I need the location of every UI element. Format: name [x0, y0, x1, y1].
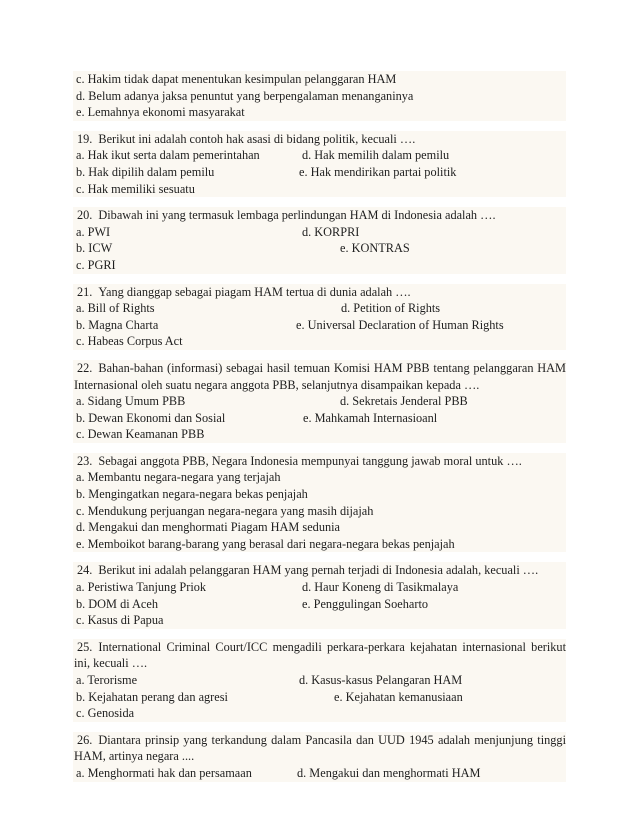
option-line [73, 88, 566, 105]
option-row [73, 705, 566, 722]
question-stem [73, 284, 566, 301]
question-stem [73, 131, 566, 148]
question-number: 24. [77, 563, 93, 578]
question-20 [73, 207, 566, 273]
option-d: d. Belum adanya jaksa penuntut yang berpengalaman menanganinya [76, 88, 414, 103]
option-d: d. Sekretais Jenderal PBB [340, 394, 468, 409]
option-row [73, 596, 566, 613]
option-c: c. Hak memiliki sesuatu [76, 181, 195, 196]
option-row [73, 486, 566, 503]
option-row [73, 317, 566, 334]
question-stem [73, 639, 566, 672]
option-row [73, 300, 566, 317]
option-b: b. Magna Charta [76, 317, 159, 332]
option-d: d. KORPRI [302, 224, 360, 239]
question-21 [73, 284, 566, 350]
option-e: e. Memboikot barang-barang yang berasal dari negara-negara bekas penjajah [76, 536, 455, 551]
option-row [73, 164, 566, 181]
option-c: c. Mendukung perjuangan negara-negara yang masih dijajah [76, 503, 374, 518]
option-line [73, 71, 566, 88]
question-text: Dibawah ini yang termasuk lembaga perlindungan HAM di Indonesia adalah …. [98, 208, 496, 223]
option-a: a. Sidang Umum PBB [76, 394, 186, 409]
question-stem [73, 453, 566, 470]
option-row [73, 536, 566, 553]
question-number: 20. [77, 208, 93, 223]
option-e: e. Hak mendirikan partai politik [299, 164, 457, 179]
option-c: c. Hakim tidak dapat menentukan kesimpulan pelanggaran HAM [76, 72, 397, 86]
option-e: e. Kejahatan kemanusiaan [334, 689, 463, 704]
option-c: c. Dewan Keamanan PBB [76, 427, 205, 442]
question-stem [73, 360, 566, 393]
question-22 [73, 360, 566, 443]
option-row [73, 503, 566, 520]
option-row [73, 672, 566, 689]
question-26 [73, 732, 566, 782]
question-number: 22. [77, 360, 93, 375]
question-18-tail [73, 71, 566, 121]
question-stem [73, 207, 566, 224]
option-e: e. Mahkamah Internasioanl [303, 410, 438, 425]
option-row [73, 519, 566, 536]
option-d: d. Petition of Rights [341, 301, 441, 316]
option-a: a. PWI [76, 224, 111, 239]
question-number: 21. [77, 284, 93, 299]
option-b: b. Dewan Ekonomi dan Sosial [76, 410, 226, 425]
option-row [73, 469, 566, 486]
option-c: c. Genosida [76, 706, 135, 721]
option-a: a. Peristiwa Tanjung Priok [76, 580, 207, 595]
option-row [73, 410, 566, 427]
option-a: a. Bill of Rights [76, 301, 155, 316]
option-e: e. KONTRAS [340, 241, 410, 256]
question-number: 23. [77, 453, 93, 468]
question-text: Sebagai anggota PBB, Negara Indonesia mempunyai tanggung jawab moral untuk …. [98, 453, 522, 468]
question-19 [73, 131, 566, 197]
option-row [73, 147, 566, 164]
option-a: a. Membantu negara-negara yang terjajah [76, 470, 281, 485]
option-row [73, 257, 566, 274]
option-b: b. Hak dipilih dalam pemilu [76, 164, 215, 179]
option-row [73, 181, 566, 198]
option-row [73, 612, 566, 629]
option-d: d. Mengakui dan menghormati Piagam HAM sedunia [76, 520, 340, 535]
option-b: b. Kejahatan perang dan agresi [76, 689, 228, 704]
question-text: Diantara prinsip yang terkandung dalam Pancasila dan UUD 1945 adalah menjunjung tinggi HAM, artinya negara .... [74, 732, 566, 764]
option-d: d. Kasus-kasus Pelangaran HAM [299, 673, 463, 687]
option-a: a. Terorisme [76, 673, 138, 687]
option-row [73, 240, 566, 257]
question-stem [73, 562, 566, 579]
option-a: a. Menghormati hak dan persamaan [76, 765, 252, 780]
option-b: b. DOM di Aceh [76, 596, 158, 611]
option-e: e. Universal Declaration of Human Rights [296, 317, 504, 332]
option-a: a. Hak ikut serta dalam pemerintahan [76, 148, 260, 163]
option-row [73, 393, 566, 410]
question-24 [73, 562, 566, 628]
question-text: Bahan-bahan (informasi) sebagai hasil temuan Komisi HAM PBB tentang pelanggaran HAM Internasional oleh suatu negara anggota PBB, selanjutnya disampaikan kepada …. [74, 360, 566, 392]
option-d: d. Haur Koneng di Tasikmalaya [302, 580, 459, 595]
question-text: Berikut ini adalah pelanggaran HAM yang pernah terjadi di Indonesia adalah, kecuali …. [98, 563, 539, 578]
option-row [73, 333, 566, 350]
question-25 [73, 639, 566, 722]
option-b: b. ICW [76, 241, 113, 256]
question-text: Yang dianggap sebagai piagam HAM tertua di dunia adalah …. [98, 284, 411, 299]
document-content [73, 71, 566, 792]
question-stem [73, 732, 566, 765]
question-number: 19. [77, 131, 93, 146]
option-row [73, 579, 566, 596]
option-b: b. Mengingatkan negara-negara bekas penjajah [76, 487, 308, 502]
question-text: International Criminal Court/ICC mengadili perkara-perkara kejahatan internasional berikut ini, kecuali …. [74, 639, 566, 671]
question-number: 26. [77, 732, 93, 747]
option-d: d. Mengakui dan menghormati HAM [297, 765, 481, 780]
option-c: c. Habeas Corpus Act [76, 334, 183, 349]
option-c: c. Kasus di Papua [76, 613, 164, 628]
option-e: e. Penggulingan Soeharto [302, 596, 429, 611]
question-text: Berikut ini adalah contoh hak asasi di bidang politik, kecuali …. [98, 131, 416, 146]
option-row [73, 426, 566, 443]
option-line [73, 104, 566, 121]
question-number: 25. [77, 639, 93, 654]
question-23 [73, 453, 566, 553]
option-row [73, 765, 566, 782]
option-row [73, 689, 566, 706]
option-e: e. Lemahnya ekonomi masyarakat [76, 105, 245, 120]
option-d: d. Hak memilih dalam pemilu [302, 148, 450, 163]
option-c: c. PGRI [76, 257, 116, 272]
option-row [73, 224, 566, 241]
